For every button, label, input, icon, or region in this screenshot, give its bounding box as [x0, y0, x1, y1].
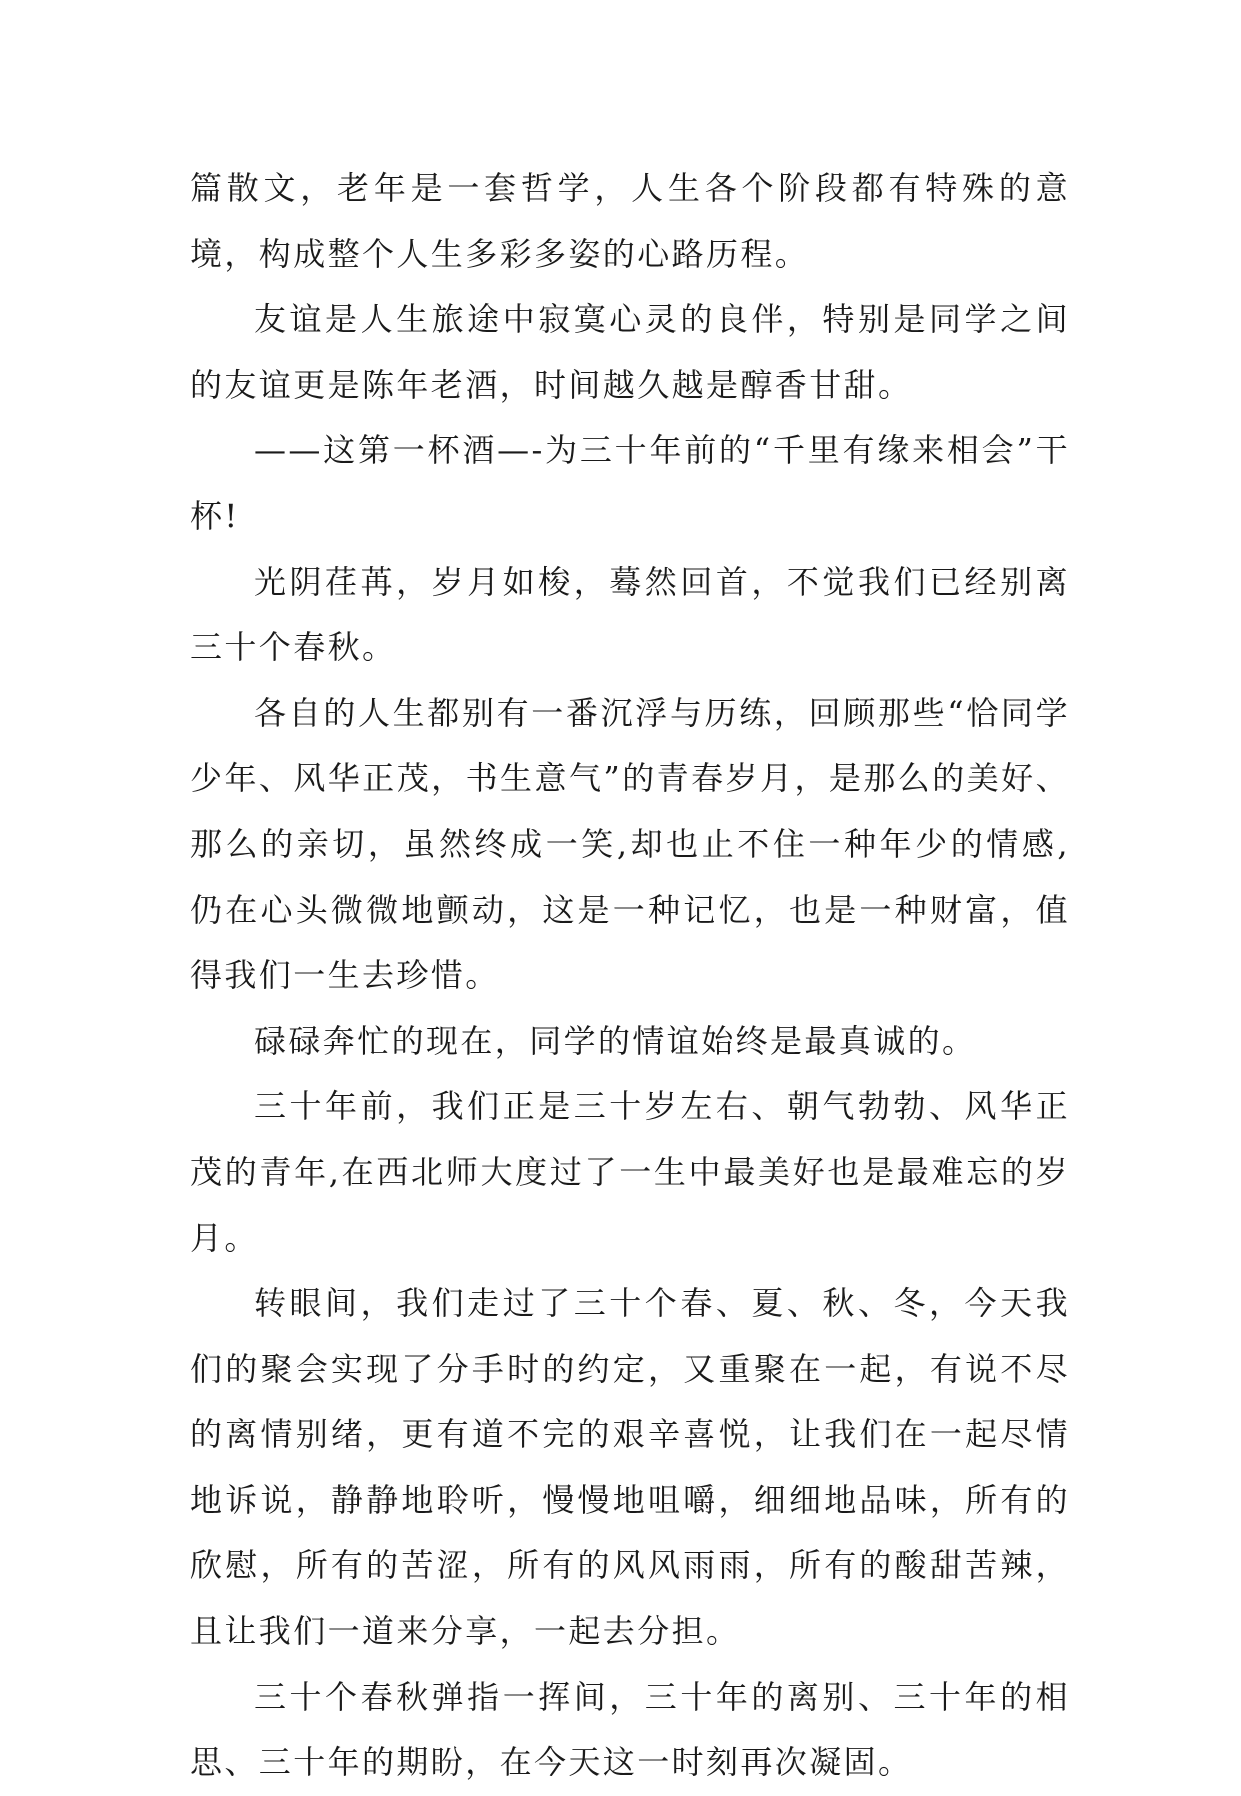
paragraph-continued: 篇散文，老年是一套哲学，人生各个阶段都有特殊的意境，构成整个人生多彩多姿的心路历程。	[190, 169, 1070, 273]
paragraph-sincere-friendship: 碌碌奔忙的现在，同学的情谊始终是最真诚的。	[254, 1021, 977, 1060]
paragraph-moment: 三十个春秋弹指一挥间，三十年的离别、三十年的相思、三十年的期盼，在今天这一时刻再次凝固。	[190, 1677, 1070, 1782]
paragraph-first-toast: ——这第一杯酒—-为三十年前的“千里有缘来相会”干杯!	[190, 431, 1070, 535]
paragraph-thirty-years-ago: 三十年前，我们正是三十岁左右、朝气勃勃、风华正茂的青年,在西北师大度过了一生中最美好也是最难忘的岁月。	[190, 1087, 1070, 1257]
paragraph-friendship: 友谊是人生旅途中寂寞心灵的良伴，特别是同学之间的友谊更是陈年老酒，时间越久越是醇香甘甜。	[190, 300, 1070, 404]
body-text	[190, 156, 1070, 1796]
paragraph-time-flies: 光阴荏苒，岁月如梭，蓦然回首，不觉我们已经别离三十个春秋。	[190, 562, 1070, 667]
paragraph-reunion: 转眼间，我们走过了三十个春、夏、秋、冬，今天我们的聚会实现了分手时的约定，又重聚在一起，有说不尽的离情别绪，更有道不完的艰辛喜悦，让我们在一起尽情地诉说，静静地聆听，慢慢地咀嚼，细细地品味，所有的欣慰，所有的苦涩，所有的风风雨雨，所有的酸甜苦辣，且让我们一道来分享，一起去分担。	[190, 1284, 1070, 1651]
paragraph-youth-memories: 各自的人生都别有一番沉浮与历练，回顾那些“恰同学少年、风华正茂，书生意气”的青春岁月，是那么的美好、那么的亲切，虽然终成一笑,却也止不住一种年少的情感,仍在心头微微地颤动，这是一种记忆，也是一种财富，值得我们一生去珍惜。	[190, 693, 1070, 995]
